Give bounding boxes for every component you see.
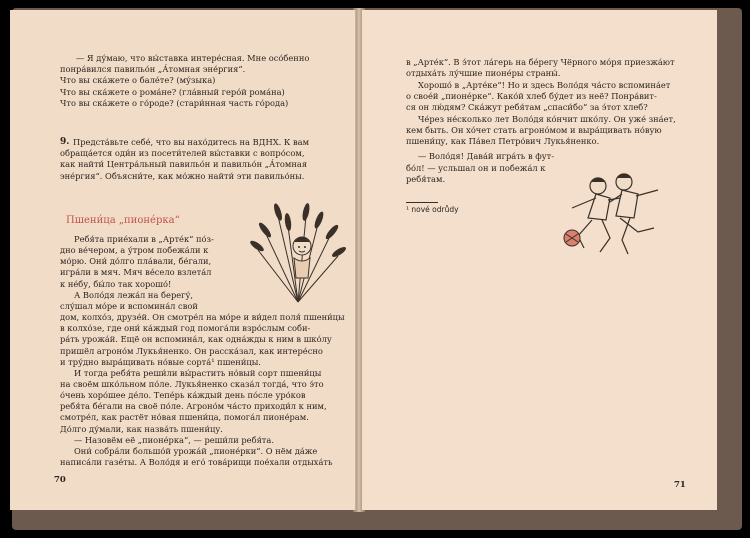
page-number-left: 70 — [54, 475, 66, 485]
text-line: Что вы ска́жете о го́роде? (стари́нная часть го́рода) — [60, 97, 289, 108]
text-line: на своём шко́льном по́ле. Лукья́ненко сказа́л тогда́, что э́то — [60, 378, 324, 389]
text-line: в „Арте́к“. В э́тот ла́герь на бе́регу Чёрного мо́ря приезжа́ют — [406, 57, 675, 67]
text-line: пришёл агроно́м Лукья́ненко. Он расска́зал, как интере́сно — [60, 345, 323, 356]
right-page — [362, 10, 717, 510]
text-line: написа́ли газе́ты. А Воло́дя и его́ това́рищи пое́хали отдыха́ть — [60, 457, 333, 467]
text-line: Предста́вьте себе́, что вы нахо́дитесь на ВДНХ. К вам — [73, 137, 310, 147]
text-line: к не́бу, бы́ло так хорошо́! — [60, 278, 172, 289]
text-line: И тогда ребя́та реши́ли вы́растить но́вый сорт пшени́цы — [74, 367, 322, 378]
footnote: ¹ nové odrůdy — [406, 205, 459, 214]
text-line: Ребя́та прие́хали в „Арте́к“ по́з- — [74, 234, 214, 244]
text-line: дно ве́чером, а у́тром побежа́ли к — [60, 245, 209, 256]
text-line: — Воло́дя! Дава́й игра́ть в фут- — [418, 151, 555, 162]
text-line: смотре́л, как растёт но́вая пшени́ца, помога́л пионе́рам. — [60, 412, 309, 423]
text-line: игра́ли в мяч. Мяч ве́село взлета́л — [60, 267, 212, 278]
footnote-rule — [406, 202, 438, 203]
wheat-boy-illustration — [248, 186, 348, 304]
text-line: кем быть. Он хо́чет стать агроно́мом и выра́щивать но́вую — [406, 124, 662, 135]
text-line: как найти́ Центра́льный павильо́н и павильо́н „А́томная — [60, 159, 308, 170]
text-line: о свое́й „пионе́рке“. Како́й хлеб бу́дет из неё? Понра́вит- — [406, 90, 657, 101]
text-line: о́чень хоро́шее де́ло. Тепе́рь ка́ждый день по́сле уро́ков — [60, 390, 306, 401]
football-boys-illustration — [558, 168, 678, 258]
text-line: Что вы ска́жете о бале́те? (му́зыка) — [60, 75, 216, 86]
text-line: Что вы ска́жете о рома́не? (гла́вный геро́й рома́на) — [60, 86, 285, 97]
text-line: ся он лю́дям? Ска́жут ребя́там „спаси́бо“ за э́тот хлеб? — [406, 102, 648, 113]
text-line: — Я ду́маю, что вы́ставка интере́сная. Мне осо́бенно — [76, 53, 310, 63]
text-line: бо́л! — усльшал он и побежа́л к — [406, 162, 546, 173]
text-line: понра́вился павильо́н „А́томная эне́ргия“. — [60, 64, 246, 75]
text-line: До́лго ду́мали, как назва́ть пшени́цу. — [60, 423, 223, 434]
text-line: Че́рез не́сколько лет Воло́дя ко́нчит шко́лу. Он уже́ зна́ет, — [418, 113, 676, 124]
text-line: обраща́ется оди́н из посети́телей вы́ставки с вопро́сом, — [60, 148, 305, 159]
text-line: эне́ргия“. Объясни́те, как мо́жно найти́ эти павильо́ны. — [60, 170, 305, 181]
section-title: Пшени́ца „пионе́рка“ — [66, 215, 180, 226]
text-line: дом, колхо́з, друзе́й. Он смотре́л на мо́ре и ви́дел поля́ пшени́цы — [60, 312, 345, 323]
text-line: Хорошо́ в „Арте́ке“! Но и здесь Воло́дя ча́сто вспомина́ет — [418, 79, 671, 90]
text-line: пшени́цу, как Па́вел Петро́вич Лукья́ненко. — [406, 136, 600, 147]
text-line: ра́ть урожа́й. Ещё он вспомина́л, как одна́жды к ним в шко́лу — [60, 334, 332, 345]
text-line: и тру́дно выра́щивать но́вые сорта́¹ пшени́цы. — [60, 356, 261, 367]
text-line: — Назовём её „пионе́рка“, — реши́ли ребя́та. — [74, 434, 274, 445]
text-line: ребя́та бе́гали на своё по́ле. Агроно́м ча́сто приходи́л к ним, — [60, 401, 327, 412]
text-line: слу́шал мо́ре и вспомина́л свой — [60, 300, 198, 311]
text-line: в колхо́зе, где они́ ка́ждый год помога́ли взро́слым соби- — [60, 323, 311, 334]
left-page — [10, 10, 356, 510]
text-line: ребя́там. — [406, 174, 446, 184]
text-line: А Воло́дя лежа́л на берегу́, — [74, 289, 194, 300]
exercise-number: 9. — [60, 137, 70, 147]
text-line: Они́ собра́ли большо́й урожа́й „пионе́рки“. О нём да́же — [74, 445, 318, 456]
text-line: отдыха́ть лу́чшие пионе́ры страны́. — [406, 68, 561, 79]
page-number-right: 71 — [674, 480, 686, 490]
text-line: мо́рю. Они́ до́лго пла́вали, бе́гали, — [60, 256, 212, 267]
